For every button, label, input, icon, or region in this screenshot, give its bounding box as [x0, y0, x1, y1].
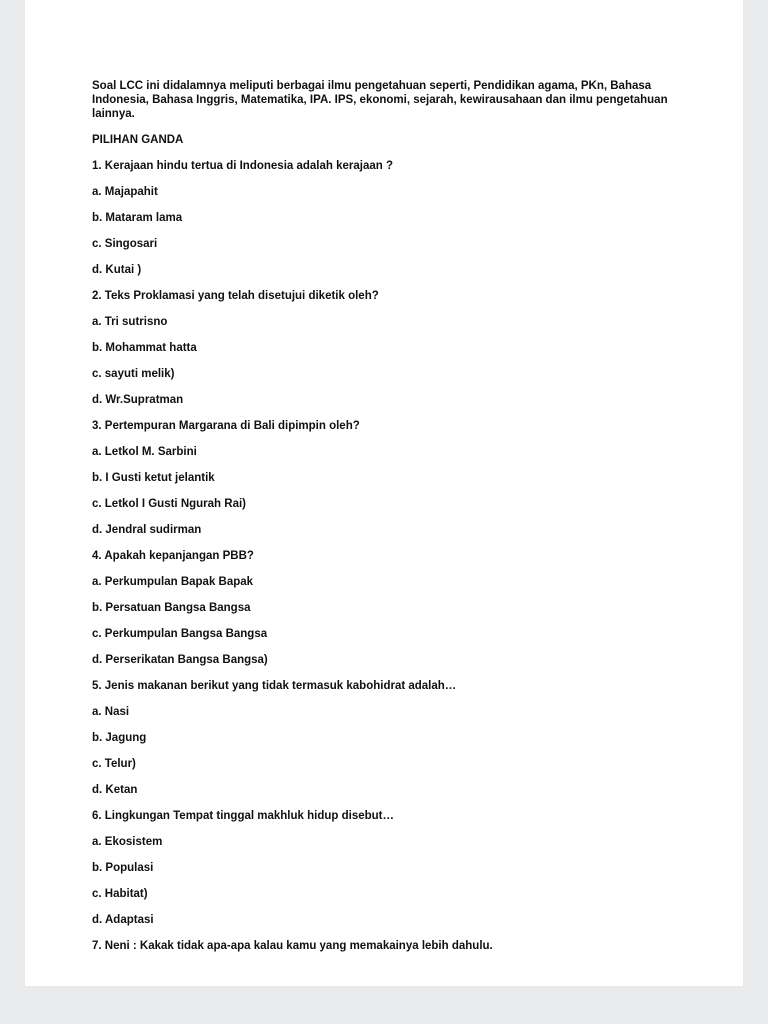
question-6-text: 6. Lingkungan Tempat tinggal makhluk hidup disebut…: [92, 810, 394, 822]
question-2-text: 2. Teks Proklamasi yang telah disetujui diketik oleh?: [92, 290, 379, 302]
question-4-option-c: c. Perkumpulan Bangsa Bangsa: [92, 628, 268, 640]
question-6-option-a: a. Ekosistem: [92, 836, 163, 848]
question-6-option-c: c. Habitat): [92, 888, 148, 900]
question-2-option-b: b. Mohammat hatta: [92, 342, 197, 354]
question-1-option-c: c. Singosari: [92, 238, 158, 250]
question-1-option-b: b. Mataram lama: [92, 212, 183, 224]
question-5-text: 5. Jenis makanan berikut yang tidak termasuk kabohidrat adalah…: [92, 680, 457, 692]
question-3-option-b: b. I Gusti ketut jelantik: [92, 472, 215, 484]
question-4-text: 4. Apakah kepanjangan PBB?: [92, 550, 254, 562]
question-2-option-a: a. Tri sutrisno: [92, 316, 168, 328]
document-page: [25, 0, 743, 986]
question-3-option-a: a. Letkol M. Sarbini: [92, 446, 197, 458]
document-body: [92, 79, 688, 953]
question-5-option-a: a. Nasi: [92, 706, 130, 718]
question-2-option-c: c. sayuti melik): [92, 368, 175, 380]
question-2-option-d: d. Wr.Supratman: [92, 394, 184, 406]
question-1-option-a: a. Majapahit: [92, 186, 158, 198]
question-5-option-c: c. Telur): [92, 758, 136, 770]
question-1-text: 1. Kerajaan hindu tertua di Indonesia adalah kerajaan ?: [92, 160, 394, 172]
question-5-option-d: d. Ketan: [92, 784, 138, 796]
question-3-option-d: d. Jendral sudirman: [92, 524, 202, 536]
section-title: PILIHAN GANDA: [92, 134, 184, 146]
intro-paragraph: Soal LCC ini didalamnya meliputi berbagai ilmu pengetahuan seperti, Pendidikan agama, PKn, Bahasa Indonesia, Bahasa Inggris, Matematika, IPA. IPS, ekonomi, sejarah, kewirausahaan dan ilmu pengetahuan lainnya.: [92, 80, 668, 120]
question-3-option-c: c. Letkol I Gusti Ngurah Rai): [92, 498, 246, 510]
question-4-option-b: b. Persatuan Bangsa Bangsa: [92, 602, 251, 614]
question-7-text: 7. Neni : Kakak tidak apa-apa kalau kamu yang memakainya lebih dahulu.: [92, 940, 493, 952]
question-4-option-d: d. Perserikatan Bangsa Bangsa): [92, 654, 268, 666]
question-6-option-d: d. Adaptasi: [92, 914, 154, 926]
question-1-option-d: d. Kutai ): [92, 264, 142, 276]
question-5-option-b: b. Jagung: [92, 732, 147, 744]
question-3-text: 3. Pertempuran Margarana di Bali dipimpin oleh?: [92, 420, 360, 432]
question-6-option-b: b. Populasi: [92, 862, 154, 874]
question-4-option-a: a. Perkumpulan Bapak Bapak: [92, 576, 254, 588]
